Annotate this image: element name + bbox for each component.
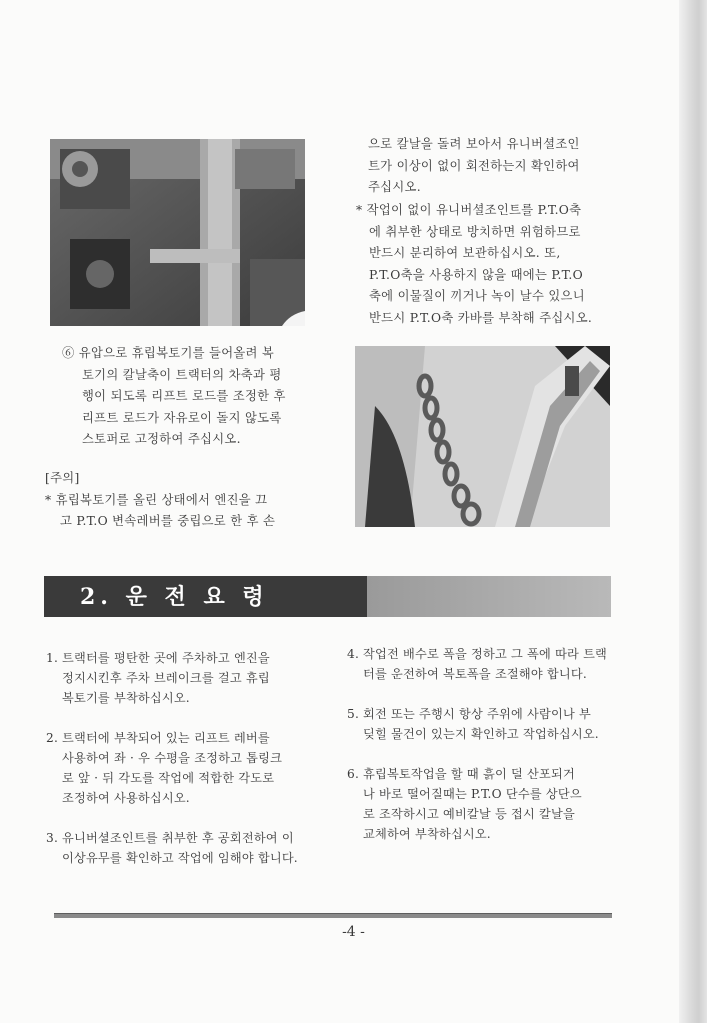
item-line: 트랙터에 부착되어 있는 리프트 레버를 bbox=[62, 731, 270, 745]
item-number: 5. bbox=[347, 707, 360, 721]
text-line: 주십시오. bbox=[368, 180, 421, 194]
list-item bbox=[46, 828, 326, 868]
item-number: 2. bbox=[46, 731, 59, 745]
note-line: 에 취부한 상태로 방치하면 위험하므로 bbox=[369, 224, 581, 239]
item-line: 딪힐 물건이 있는지 확인하고 작업하십시오. bbox=[363, 727, 599, 741]
note-line: 반드시 P.T.O축 카바를 부착해 주십시오. bbox=[369, 310, 593, 325]
footer-divider bbox=[54, 913, 612, 918]
section-title: 2. 운 전 요 령 bbox=[80, 584, 269, 610]
item-number: 3. bbox=[46, 831, 59, 845]
photo-lift-rod bbox=[50, 139, 305, 326]
page-number: -4 - bbox=[342, 924, 365, 940]
item-line: 정지시킨후 주차 브레이크를 걸고 휴립 bbox=[62, 671, 270, 685]
note-line: 축에 이물질이 끼거나 녹이 날수 있으니 bbox=[369, 289, 585, 303]
item-line: 터를 운전하여 복토폭을 조절해야 합니다. bbox=[363, 667, 587, 681]
text-line: 으로 칼날을 돌려 보아서 유니버셜조인 bbox=[368, 137, 580, 151]
item-line: 로 조작하시고 예비칼날 등 접시 칼날을 bbox=[363, 807, 575, 821]
left-column bbox=[46, 648, 326, 887]
step-line: ⑥ 유압으로 휴립복토기를 들어올려 복 bbox=[62, 346, 275, 360]
list-item bbox=[46, 728, 326, 808]
item-line: 복토기를 부착하십시오. bbox=[62, 691, 190, 705]
item-line: 로 앞 · 뒤 각도를 작업에 적합한 각도로 bbox=[62, 771, 275, 785]
list-item bbox=[347, 644, 617, 684]
item-line: 나 바로 떨어질때는 P.T.O 단수를 상단으 bbox=[363, 787, 582, 801]
list-item bbox=[347, 764, 617, 844]
top-right-text bbox=[368, 134, 580, 199]
note-line: P.T.O축을 사용하지 않을 때에는 P.T.O bbox=[369, 267, 583, 282]
caution-line: * 휴립복토기를 올린 상태에서 엔진을 끄 bbox=[45, 492, 268, 507]
step-line: 스토퍼로 고정하여 주십시오. bbox=[82, 432, 241, 446]
item-line: 이상유무를 확인하고 작업에 임해야 합니다. bbox=[62, 851, 298, 865]
item-number: 1. bbox=[46, 651, 59, 665]
photo-chain-joint bbox=[355, 346, 610, 527]
note-line: 반드시 분리하여 보관하십시오. 또, bbox=[369, 246, 561, 260]
caution-heading: [주의] bbox=[45, 471, 80, 485]
item-line: 트랙터를 평탄한 곳에 주차하고 엔진을 bbox=[62, 651, 270, 665]
caution-line: 고 P.T.O 변속레버를 중립으로 한 후 손 bbox=[60, 514, 276, 528]
step-line: 토기의 칼날축이 트랙터의 차축과 평 bbox=[82, 367, 282, 382]
step-line: 행이 되도록 리프트 로드를 조정한 후 bbox=[82, 389, 286, 403]
caution-block bbox=[45, 468, 275, 533]
list-item bbox=[347, 704, 617, 744]
text-line: 트가 이상이 없이 회전하는지 확인하여 bbox=[368, 158, 580, 173]
item-number: 4. bbox=[347, 647, 360, 661]
item-line: 조정하여 사용하십시오. bbox=[62, 791, 190, 805]
item-line: 사용하여 좌 · 우 수평을 조정하고 톱링크 bbox=[62, 751, 283, 765]
item-line: 유니버셜조인트를 취부한 후 공회전하여 이 bbox=[62, 831, 294, 845]
item-line: 교체하여 부착하십시오. bbox=[363, 827, 491, 841]
page-edge-shadow bbox=[679, 0, 707, 1023]
right-column bbox=[347, 644, 617, 863]
note-line: * 작업이 없이 유니버셜조인트를 P.T.O축 bbox=[356, 203, 582, 217]
step-line: 리프트 로드가 자유로이 돌지 않도록 bbox=[82, 410, 282, 425]
item-number: 6. bbox=[347, 767, 360, 781]
list-item bbox=[46, 648, 326, 708]
item-line: 회전 또는 주행시 항상 주위에 사람이나 부 bbox=[363, 707, 591, 721]
item-line: 작업전 배수로 폭을 정하고 그 폭에 따라 트랙 bbox=[363, 647, 608, 661]
step-6 bbox=[62, 343, 286, 451]
item-line: 휴립복토작업을 할 때 흙이 덜 산포되거 bbox=[363, 767, 575, 781]
top-right-note bbox=[356, 200, 592, 329]
